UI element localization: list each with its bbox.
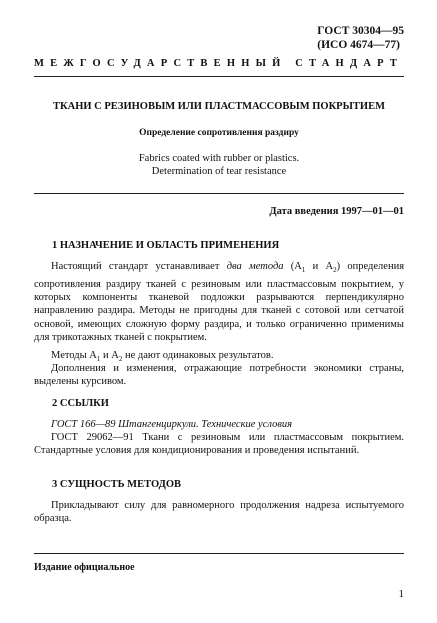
subscript: 2 bbox=[118, 355, 123, 364]
english-title-line2: Determination of tear resistance bbox=[151, 166, 287, 177]
italic-run: два метода bbox=[226, 261, 284, 272]
header-rule bbox=[34, 76, 404, 77]
section2-reference1: ГОСТ 166—89 Штангенциркули. Технические условия bbox=[51, 419, 293, 430]
section3-heading: 3 СУЩНОСТЬ МЕТОДОВ bbox=[52, 479, 181, 490]
section2-heading: 2 ССЫЛКИ bbox=[52, 398, 109, 409]
section1-paragraph1 bbox=[34, 260, 404, 345]
footer-rule bbox=[34, 553, 404, 554]
text-run: (A bbox=[283, 261, 302, 272]
section1-paragraph3: Дополнения и изменения, отражающие потребности экономики страны, выделены курсивом. bbox=[34, 363, 404, 388]
subscript: 1 bbox=[96, 355, 101, 364]
document-title: ТКАНИ С РЕЗИНОВЫМ ИЛИ ПЛАСТМАССОВЫМ ПОКРЫТИЕМ bbox=[53, 101, 385, 112]
text-run: и A bbox=[305, 261, 334, 272]
text-run: ) определения сопротивления раздиру тканей с резиновым или пластмассовым покрытием, у которых компоненты тканевой подложки разрываются перпендикулярно направлению раздира. Методы не пригодны для тканей с сотовой или сетчатой основой, имеющих сложную форму раздира, и только ограниченно применимы для трикотажных тканей с покрытием. bbox=[34, 261, 405, 344]
english-title bbox=[34, 152, 404, 178]
gost-designation bbox=[317, 24, 404, 52]
section2-reference2: ГОСТ 29062—91 Ткани с резиновым или пластмассовым покрытием. Стандартные условия для кондиционирования и проведения испытаний. bbox=[34, 432, 404, 457]
text-run: и A bbox=[100, 350, 119, 361]
document-subtitle: Определение сопротивления раздиру bbox=[139, 128, 299, 138]
section3-paragraph1: Прикладывают силу для равномерного продолжения надреза испытуемого образца. bbox=[34, 500, 404, 525]
subscript: 2 bbox=[333, 266, 337, 275]
text-run: Методы A bbox=[51, 350, 97, 361]
title-rule bbox=[34, 193, 404, 194]
gost-number: ГОСТ 30304—95 bbox=[317, 25, 404, 37]
english-title-line1: Fabrics coated with rubber or plastics. bbox=[138, 153, 300, 164]
page-number: 1 bbox=[398, 588, 404, 600]
section1-heading: 1 НАЗНАЧЕНИЕ И ОБЛАСТЬ ПРИМЕНЕНИЯ bbox=[52, 240, 280, 251]
introduction-date: Дата введения 1997—01—01 bbox=[269, 206, 404, 217]
iso-number: (ИСО 4674—77) bbox=[317, 39, 401, 51]
edition-label: Издание официальное bbox=[34, 562, 135, 573]
standard-type: МЕЖГОСУДАРСТВЕННЫЙ СТАНДАРТ bbox=[34, 58, 404, 69]
text-run: Настоящий стандарт устанавливает bbox=[51, 261, 227, 272]
subscript: 1 bbox=[301, 266, 306, 275]
text-run: не дают одинаковых результатов. bbox=[122, 350, 274, 361]
